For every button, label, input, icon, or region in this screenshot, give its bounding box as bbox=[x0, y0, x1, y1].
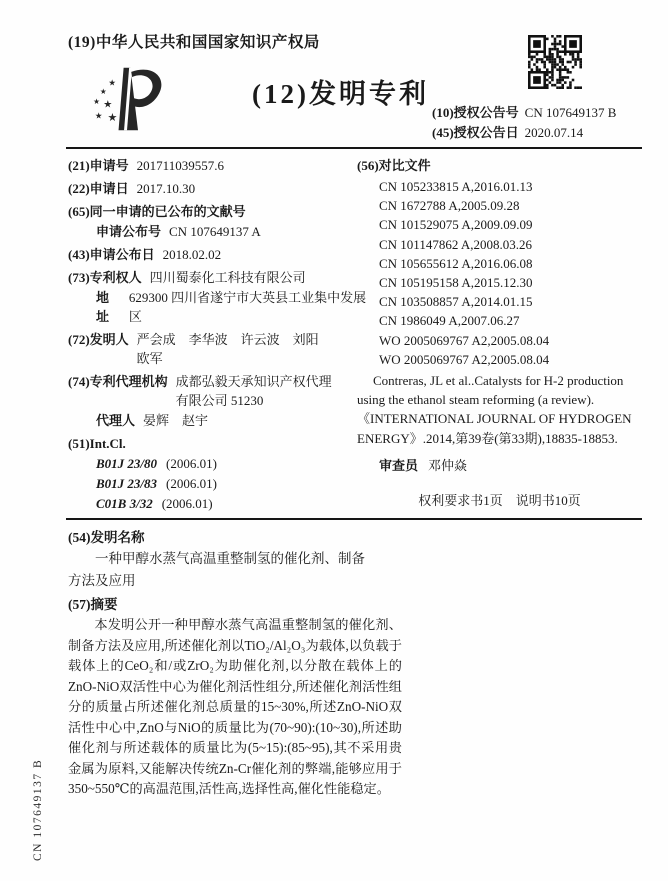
qr-code-icon bbox=[528, 35, 582, 89]
field-prior-publication bbox=[68, 202, 368, 241]
grant-number-row bbox=[432, 103, 616, 123]
svg-text:★: ★ bbox=[93, 97, 100, 107]
invention-title-label: (54)发明名称 bbox=[68, 530, 145, 545]
examiner-label: 审查员 bbox=[379, 457, 419, 473]
patentee-value: 四川蜀泰化工科技有限公司 bbox=[149, 270, 306, 285]
field-application-number bbox=[68, 156, 368, 175]
svg-text:★: ★ bbox=[94, 110, 103, 121]
publication-date-43-label: (43)申请公布日 bbox=[68, 247, 155, 262]
abstract-label: (57)摘要 bbox=[68, 597, 118, 612]
field-application-date bbox=[68, 179, 368, 198]
svg-text:★: ★ bbox=[108, 77, 116, 88]
issuing-office-title: (19)中华人民共和国国家知识产权局 bbox=[68, 34, 320, 51]
int-cl-version: (2006.01) bbox=[161, 496, 213, 511]
publication-date-43-value: 2018.02.02 bbox=[162, 247, 222, 262]
vertical-document-number: CN 107649137 B bbox=[32, 758, 44, 861]
field-publication-date-43 bbox=[68, 245, 368, 264]
int-cl-code: B01J 23/83 bbox=[96, 476, 158, 491]
agency-value: 成都弘毅天承知识产权代理有限公司 51230 bbox=[175, 374, 332, 408]
cited-non-patent-literature: Contreras, JL et al..Catalysts for H-2 production using the ethanol steam reforming (a review).《INTERNATIONAL JOURNAL OF HYDROGEN ENERGY》.2014,第39卷(第33期),18835-18853. bbox=[357, 373, 632, 446]
cited-documents-label: (56)对比文件 bbox=[357, 158, 431, 173]
agent-label: 代理人 bbox=[96, 413, 136, 428]
patentee-row bbox=[68, 268, 368, 287]
examiner-row bbox=[357, 456, 642, 475]
cited-patent: WO 2005069767 A2,2005.08.04 bbox=[379, 332, 550, 348]
svg-text:★: ★ bbox=[103, 99, 113, 111]
patentee-label: (73)专利权人 bbox=[68, 270, 142, 285]
field-inventors bbox=[68, 330, 368, 368]
document-kind-title: (12)发明专利 bbox=[252, 79, 429, 109]
int-cl-heading bbox=[68, 434, 368, 453]
prior-publication-heading bbox=[68, 202, 368, 221]
application-number-value: 201711039557.6 bbox=[136, 158, 224, 173]
grant-date-row bbox=[432, 123, 616, 143]
cnipa-emblem-icon bbox=[82, 66, 172, 137]
invention-title-text: 一种甲醇水蒸气高温重整制氢的催化剂、制备方法及应用 bbox=[68, 551, 365, 588]
cited-patent: CN 103508857 A,2014.01.15 bbox=[379, 294, 533, 310]
application-date-label: (22)申请日 bbox=[68, 181, 129, 196]
cited-patent: WO 2005069767 A2,2005.08.04 bbox=[379, 351, 550, 367]
grant-date-label: (45)授权公告日 bbox=[432, 125, 519, 140]
field-int-cl bbox=[68, 434, 368, 513]
header-divider bbox=[66, 147, 642, 149]
address-value: 629300 四川省遂宁市大英县工业集中发展区 bbox=[128, 290, 367, 324]
agency-label: (74)专利代理机构 bbox=[68, 374, 168, 389]
prior-publication-label: (65)同一申请的已公布的文献号 bbox=[68, 204, 246, 219]
examiner-name: 邓仲焱 bbox=[428, 457, 468, 473]
address-row bbox=[68, 288, 368, 326]
citations-right-column bbox=[357, 156, 642, 510]
int-cl-label: (51)Int.Cl. bbox=[68, 436, 126, 451]
int-cl-code: B01J 23/80 bbox=[96, 456, 158, 471]
application-date-value: 2017.10.30 bbox=[136, 181, 196, 196]
int-cl-entry bbox=[68, 474, 368, 493]
int-cl-version: (2006.01) bbox=[166, 456, 217, 471]
int-cl-entry bbox=[68, 454, 368, 473]
application-number-label: (21)申请号 bbox=[68, 158, 129, 173]
field-patentee bbox=[68, 268, 368, 326]
prior-publication-number-value: CN 107649137 A bbox=[169, 224, 261, 239]
prior-publication-number-label: 申请公布号 bbox=[96, 224, 162, 239]
svg-text:★: ★ bbox=[107, 112, 118, 124]
cited-patent: CN 105655612 A,2016.06.08 bbox=[379, 255, 533, 271]
section-divider bbox=[66, 518, 642, 520]
grant-number-label: (10)授权公告号 bbox=[432, 105, 519, 120]
cited-patent: CN 1986049 A,2007.06.27 bbox=[379, 313, 520, 329]
int-cl-version: (2006.01) bbox=[166, 476, 217, 491]
cited-patent: CN 101529075 A,2009.09.09 bbox=[379, 217, 533, 233]
address-label: 地址 bbox=[96, 290, 110, 324]
inventors-value: 严会成 李华波 许云波 刘阳 欧军 bbox=[136, 332, 332, 366]
grant-number-value: CN 107649137 B bbox=[524, 105, 617, 120]
page-count-note: 权利要求书1页 说明书10页 bbox=[418, 493, 581, 509]
grant-date-value: 2020.07.14 bbox=[524, 125, 584, 140]
cited-patent: CN 101147862 A,2008.03.26 bbox=[379, 236, 532, 252]
svg-text:★: ★ bbox=[99, 86, 107, 96]
agency-row bbox=[68, 372, 368, 410]
agent-value: 晏辉 赵宇 bbox=[143, 413, 209, 428]
grant-publication-block bbox=[432, 103, 616, 143]
cited-patent: CN 105233815 A,2016.01.13 bbox=[379, 179, 533, 194]
inventors-label: (72)发明人 bbox=[68, 332, 129, 347]
agent-row bbox=[68, 411, 368, 430]
int-cl-entry bbox=[68, 494, 368, 513]
abstract-text: 本发明公开一种甲醇水蒸气高温重整制氢的催化剂、制备方法及应用,所述催化剂以TiO₂/Al₂O₃为载体,以负载于载体上的CeO₂和/或ZrO₂为助催化剂,以分散在载体上的ZnO-NiO双活性中心为催化剂活性组分,所述催化剂活性组分的质量占所述催化剂总质量的15~30%,所述ZnO-NiO双活性中心中,ZnO与NiO的质量比为(70~90):(10~30),所述助催化剂与所述载体的质量比为(5~15):(85~95),其不采用贵金属为原料,又能解决传统Zn-Cr催化剂的弊端,能够应用于350~550℃的高温范围,活性高,选择性高,催化性能稳定。 bbox=[68, 617, 402, 796]
cited-patent: CN 105195158 A,2015.12.30 bbox=[379, 275, 533, 291]
bibliographic-left-column bbox=[68, 156, 368, 517]
cited-patent: CN 1672788 A,2005.09.28 bbox=[379, 198, 520, 214]
field-agency bbox=[68, 372, 368, 430]
int-cl-code: C01B 3/32 bbox=[96, 496, 153, 511]
prior-publication-number-row bbox=[68, 222, 368, 241]
